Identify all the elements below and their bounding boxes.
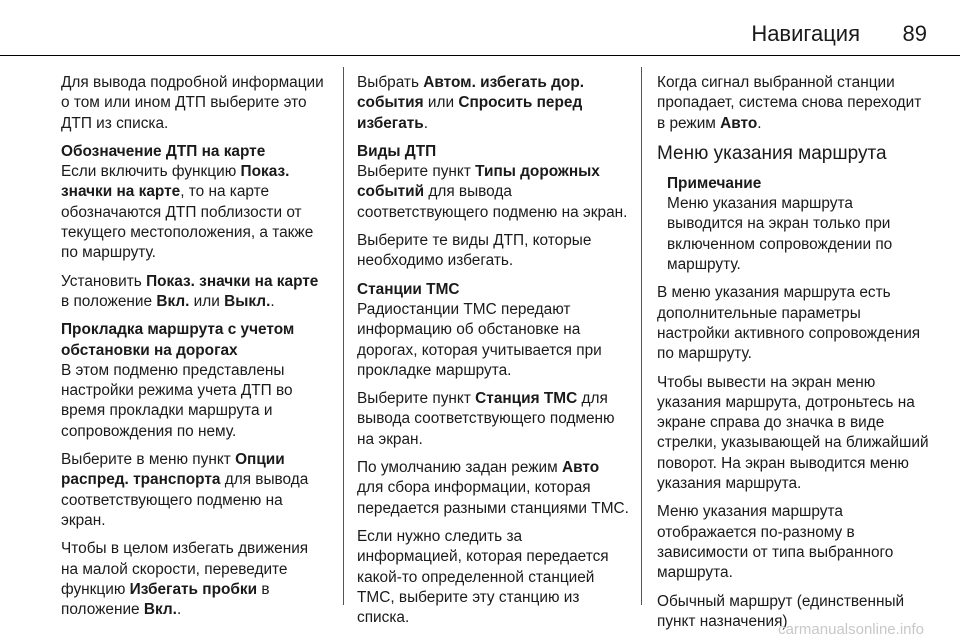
paragraph: Выберите те виды ДТП, которые необходимо избегать. <box>357 232 592 270</box>
menu-option: Вкл. <box>143 601 177 619</box>
column-divider-1 <box>343 67 344 605</box>
menu-option: Опции распред. транспорта <box>61 451 285 489</box>
menu-option: Авто <box>720 114 758 132</box>
paragraph: Выбрать Автом. избегать дор. события или Спросить перед избегать. <box>357 74 585 132</box>
column-right <box>657 73 929 640</box>
paragraph: Для вывода подробной информации о том или ином ДТП выберите это ДТП из списка. <box>61 74 324 132</box>
paragraph: Если нужно следить за информацией, которая передается какой-то определенной станцией TMC, выберите эту станцию из списка. <box>357 527 609 627</box>
menu-option: Автом. избегать дор. события <box>357 74 585 112</box>
paragraph: Чтобы в целом избегать движения на малой скорости, переведите функцию Избегать пробки в положение Вкл.. <box>61 540 309 619</box>
section-tmc-stations: Станции TMC Радиостанции TMC передают информацию об обстановке на дорогах, которая учитывается при прокладке маршрута. <box>357 280 629 381</box>
paragraph: Выберите в меню пункт Опции распред. транспорта для вывода соответствующего подменю на экран. <box>61 451 309 529</box>
section-title: Меню указания маршрута <box>657 142 887 164</box>
paragraph: В меню указания маршрута есть дополнительные параметры настройки активного сопровождения по маршруту. <box>657 284 921 363</box>
header-divider <box>0 55 960 56</box>
paragraph: Меню указания маршрута отображается по-разному в зависимости от типа выбранного маршрута. <box>657 503 894 582</box>
page-number: 89 <box>902 21 927 46</box>
menu-option: Избегать пробки <box>129 580 258 598</box>
section-route-with-traffic: Прокладка маршрута с учетом обстановки на дорогах В этом подменю представлены настройки режима учета ДТП во время прокладки маршрута и сопровождения по нему. <box>61 320 329 442</box>
note-text: Меню указания маршрута выводится на экран только при включенном сопровождении по маршруту. <box>667 195 893 274</box>
paragraph: Выберите пункт Станция TMC для вывода соответствующего подменю на экран. <box>357 390 615 448</box>
paragraph: Чтобы вывести на экран меню указания маршрута, дотроньтесь на экране справа до значка в виде стрелки, указывающей на ближайший поворот. На экран выводится меню указания маршрута. <box>657 373 929 493</box>
menu-option: Авто <box>562 459 600 477</box>
note-box <box>667 174 929 275</box>
menu-option: Спросить перед избегать <box>357 94 583 132</box>
menu-option: Выкл. <box>224 292 271 310</box>
menu-option: Показ. значки на карте <box>61 163 290 201</box>
section-incident-types: Виды ДТП Выберите пункт Типы дорожных событий для вывода соответствующего подменю на экран. <box>357 142 628 221</box>
watermark: carmanualsonline.info <box>778 621 924 638</box>
column-divider-2 <box>641 67 642 605</box>
paragraph: Когда сигнал выбранной станции пропадает, система снова переходит в режим Авто. <box>657 74 922 132</box>
paragraph: По умолчанию задан режим Авто для сбора информации, которая передается разными станциями TMC. <box>357 459 629 517</box>
section-heading: Обозначение ДТП на карте <box>61 142 266 160</box>
column-middle <box>357 73 629 636</box>
column-left <box>61 73 329 628</box>
section-traffic-on-map: Обозначение ДТП на карте Если включить функцию Показ. значки на карте, то на карте обозначаются ДТП поблизости от текущего местоположения, а также по маршруту. <box>61 142 329 264</box>
page-section-title: Навигация <box>751 21 860 46</box>
section-heading: Станции TMC <box>357 280 460 298</box>
menu-option: Типы дорожных событий <box>357 163 600 201</box>
section-heading: Виды ДТП <box>357 142 437 160</box>
note-heading: Примечание <box>667 174 762 192</box>
section-heading: Прокладка маршрута с учетом обстановки на дорогах <box>61 321 295 359</box>
menu-option: Показ. значки на карте <box>146 272 319 290</box>
paragraph: Обычный маршрут (единственный пункт назначения) <box>657 592 905 630</box>
menu-option: Вкл. <box>156 292 190 310</box>
menu-option: Станция TMC <box>475 390 578 408</box>
paragraph: Установить Показ. значки на карте в положение Вкл. или Выкл.. <box>61 272 319 310</box>
